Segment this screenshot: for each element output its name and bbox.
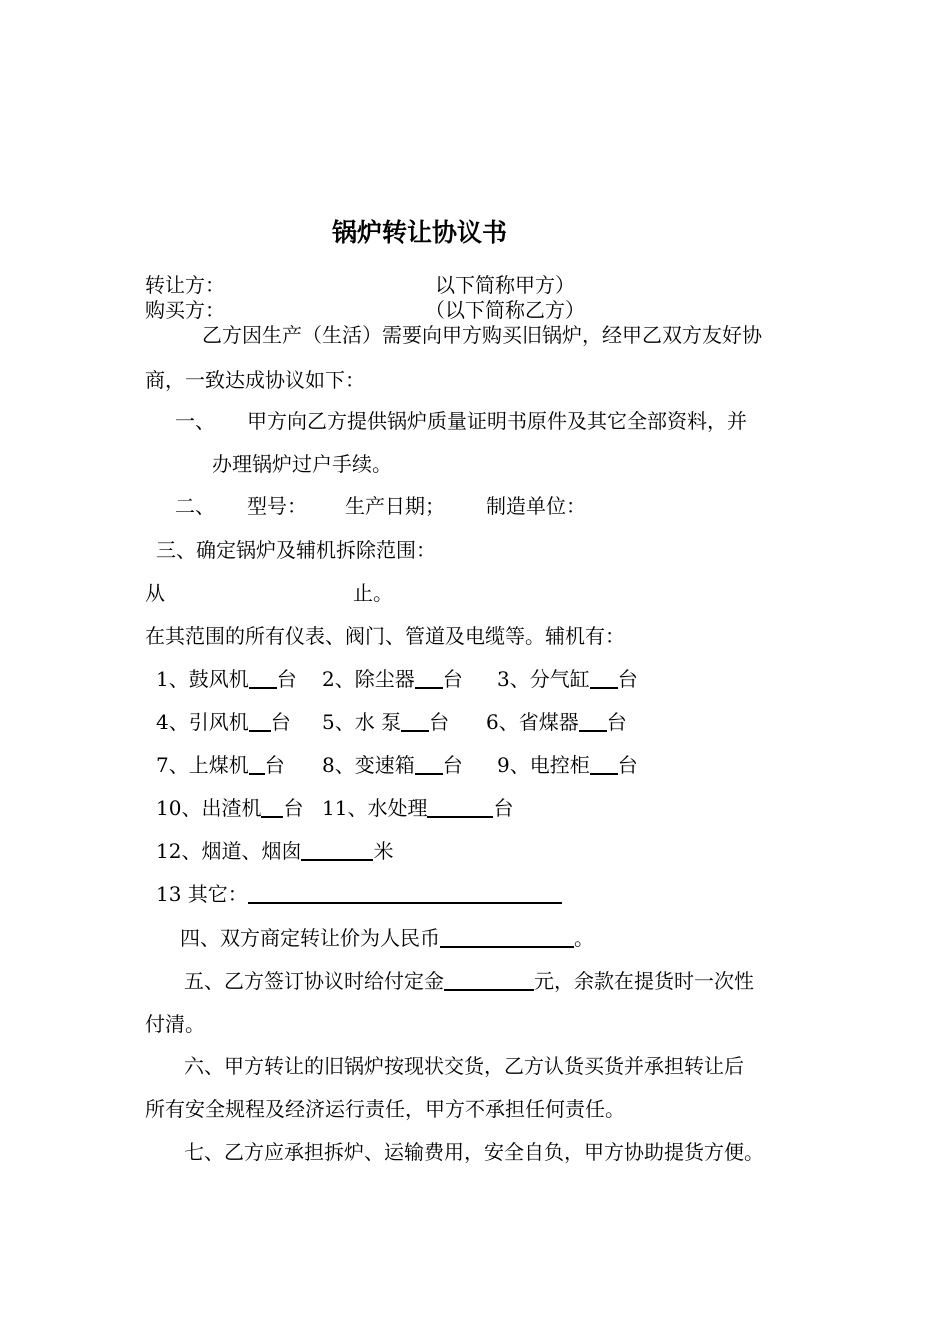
- seller-label: 转让方：: [145, 273, 225, 297]
- buyer-note: （以下简称乙方）: [425, 298, 585, 322]
- blank-underline: [415, 667, 443, 689]
- item-other: [156, 882, 562, 906]
- item-label: 10、出渣机: [156, 796, 262, 820]
- unit-label: 台: [493, 796, 514, 820]
- unit-label: 台: [617, 667, 638, 691]
- unit-label: 台: [442, 753, 463, 777]
- intro-line-1: 乙方因生产（生活）需要向甲方购买旧锅炉，经甲乙双方友好协: [202, 323, 762, 347]
- unit-label: 台: [442, 667, 463, 691]
- unit-label: 台: [276, 667, 297, 691]
- item-gearbox: [322, 753, 463, 777]
- unit-label: 米: [373, 839, 394, 863]
- intro-line-2: 商，一致达成协议如下：: [145, 368, 365, 392]
- deposit-blank-underline: [444, 969, 534, 991]
- item-label: 7、上煤机: [156, 753, 249, 777]
- clause-2-number: 二、: [175, 494, 215, 518]
- blank-underline: [590, 667, 618, 689]
- item-label: 11、水处理: [322, 796, 428, 820]
- price-blank-underline: [440, 926, 574, 948]
- item-label: 1、鼓风机: [156, 667, 249, 691]
- blank-underline: [249, 753, 265, 775]
- item-label: 2、除尘器: [322, 667, 415, 691]
- blank-underline: [249, 667, 277, 689]
- clause-4-end: 。: [574, 926, 594, 950]
- clause-5-text-tail: 元，余款在提货时一次性: [534, 969, 754, 993]
- blank-underline: [248, 882, 562, 904]
- clause-5-line-1: [184, 969, 754, 993]
- unit-label: 台: [429, 710, 450, 734]
- item-blower: [156, 667, 297, 691]
- item-label: 9、电控柜: [497, 753, 590, 777]
- blank-underline: [249, 710, 271, 732]
- scope-to-label: 止。: [353, 581, 393, 605]
- clause-4-text: 四、双方商定转让价为人民币: [180, 926, 440, 950]
- item-water-pump: [322, 710, 449, 734]
- item-label: 5、水 泵: [322, 710, 402, 734]
- clause-1-line-1: 甲方向乙方提供锅炉质量证明书原件及其它全部资料，并: [247, 409, 747, 433]
- unit-label: 台: [606, 710, 627, 734]
- seller-note: 以下简称甲方）: [435, 273, 575, 297]
- item-label: 4、引风机: [156, 710, 249, 734]
- item-coal-feeder: [156, 753, 285, 777]
- item-label: 3、分气缸: [497, 667, 590, 691]
- buyer-label: 购买方：: [145, 298, 225, 322]
- unit-label: 台: [264, 753, 285, 777]
- scope-text: 在其范围的所有仪表、阀门、管道及电缆等。辅机有：: [145, 624, 625, 648]
- item-water-treatment: [322, 796, 513, 820]
- clause-3-text: 三、确定锅炉及辅机拆除范围：: [156, 538, 436, 562]
- item-economizer: [486, 710, 627, 734]
- item-control-cabinet: [497, 753, 638, 777]
- item-label: 12、烟道、烟囱: [156, 839, 302, 863]
- unit-label: 台: [270, 710, 291, 734]
- item-steam-header: [497, 667, 638, 691]
- blank-underline: [590, 753, 618, 775]
- item-slag-remover: [156, 796, 303, 820]
- clause-2-maker: 制造单位：: [486, 494, 586, 518]
- blank-underline: [261, 796, 283, 818]
- item-flue-chimney: [156, 839, 393, 863]
- clause-2-date: 生产日期；: [345, 494, 445, 518]
- clause-6-line-1: 六、甲方转让的旧锅炉按现状交货，乙方认货买货并承担转让后: [184, 1054, 744, 1078]
- blank-underline: [579, 710, 607, 732]
- clause-1-number: 一、: [175, 409, 215, 433]
- item-label: 8、变速箱: [322, 753, 415, 777]
- blank-underline: [301, 839, 373, 861]
- item-label: 6、省煤器: [486, 710, 579, 734]
- item-induced-fan: [156, 710, 291, 734]
- clause-6-line-2: 所有安全规程及经济运行责任，甲方不承担任何责任。: [145, 1097, 625, 1121]
- unit-label: 台: [283, 796, 304, 820]
- item-label: 13 其它：: [156, 882, 248, 906]
- unit-label: 台: [617, 753, 638, 777]
- blank-underline: [415, 753, 443, 775]
- document-title: 锅炉转让协议书: [332, 218, 508, 247]
- clause-2-model: 型号：: [247, 494, 307, 518]
- clause-4: [180, 926, 594, 950]
- clause-7: 七、乙方应承担拆炉、运输费用，安全自负，甲方协助提货方便。: [184, 1140, 764, 1164]
- clause-1-line-2: 办理锅炉过户手续。: [212, 452, 392, 476]
- scope-from-label: 从: [145, 581, 165, 605]
- item-dust-collector: [322, 667, 463, 691]
- blank-underline: [401, 710, 429, 732]
- clause-5-line-2: 付清。: [145, 1012, 205, 1036]
- clause-5-text: 五、乙方签订协议时给付定金: [184, 969, 444, 993]
- blank-underline: [427, 796, 493, 818]
